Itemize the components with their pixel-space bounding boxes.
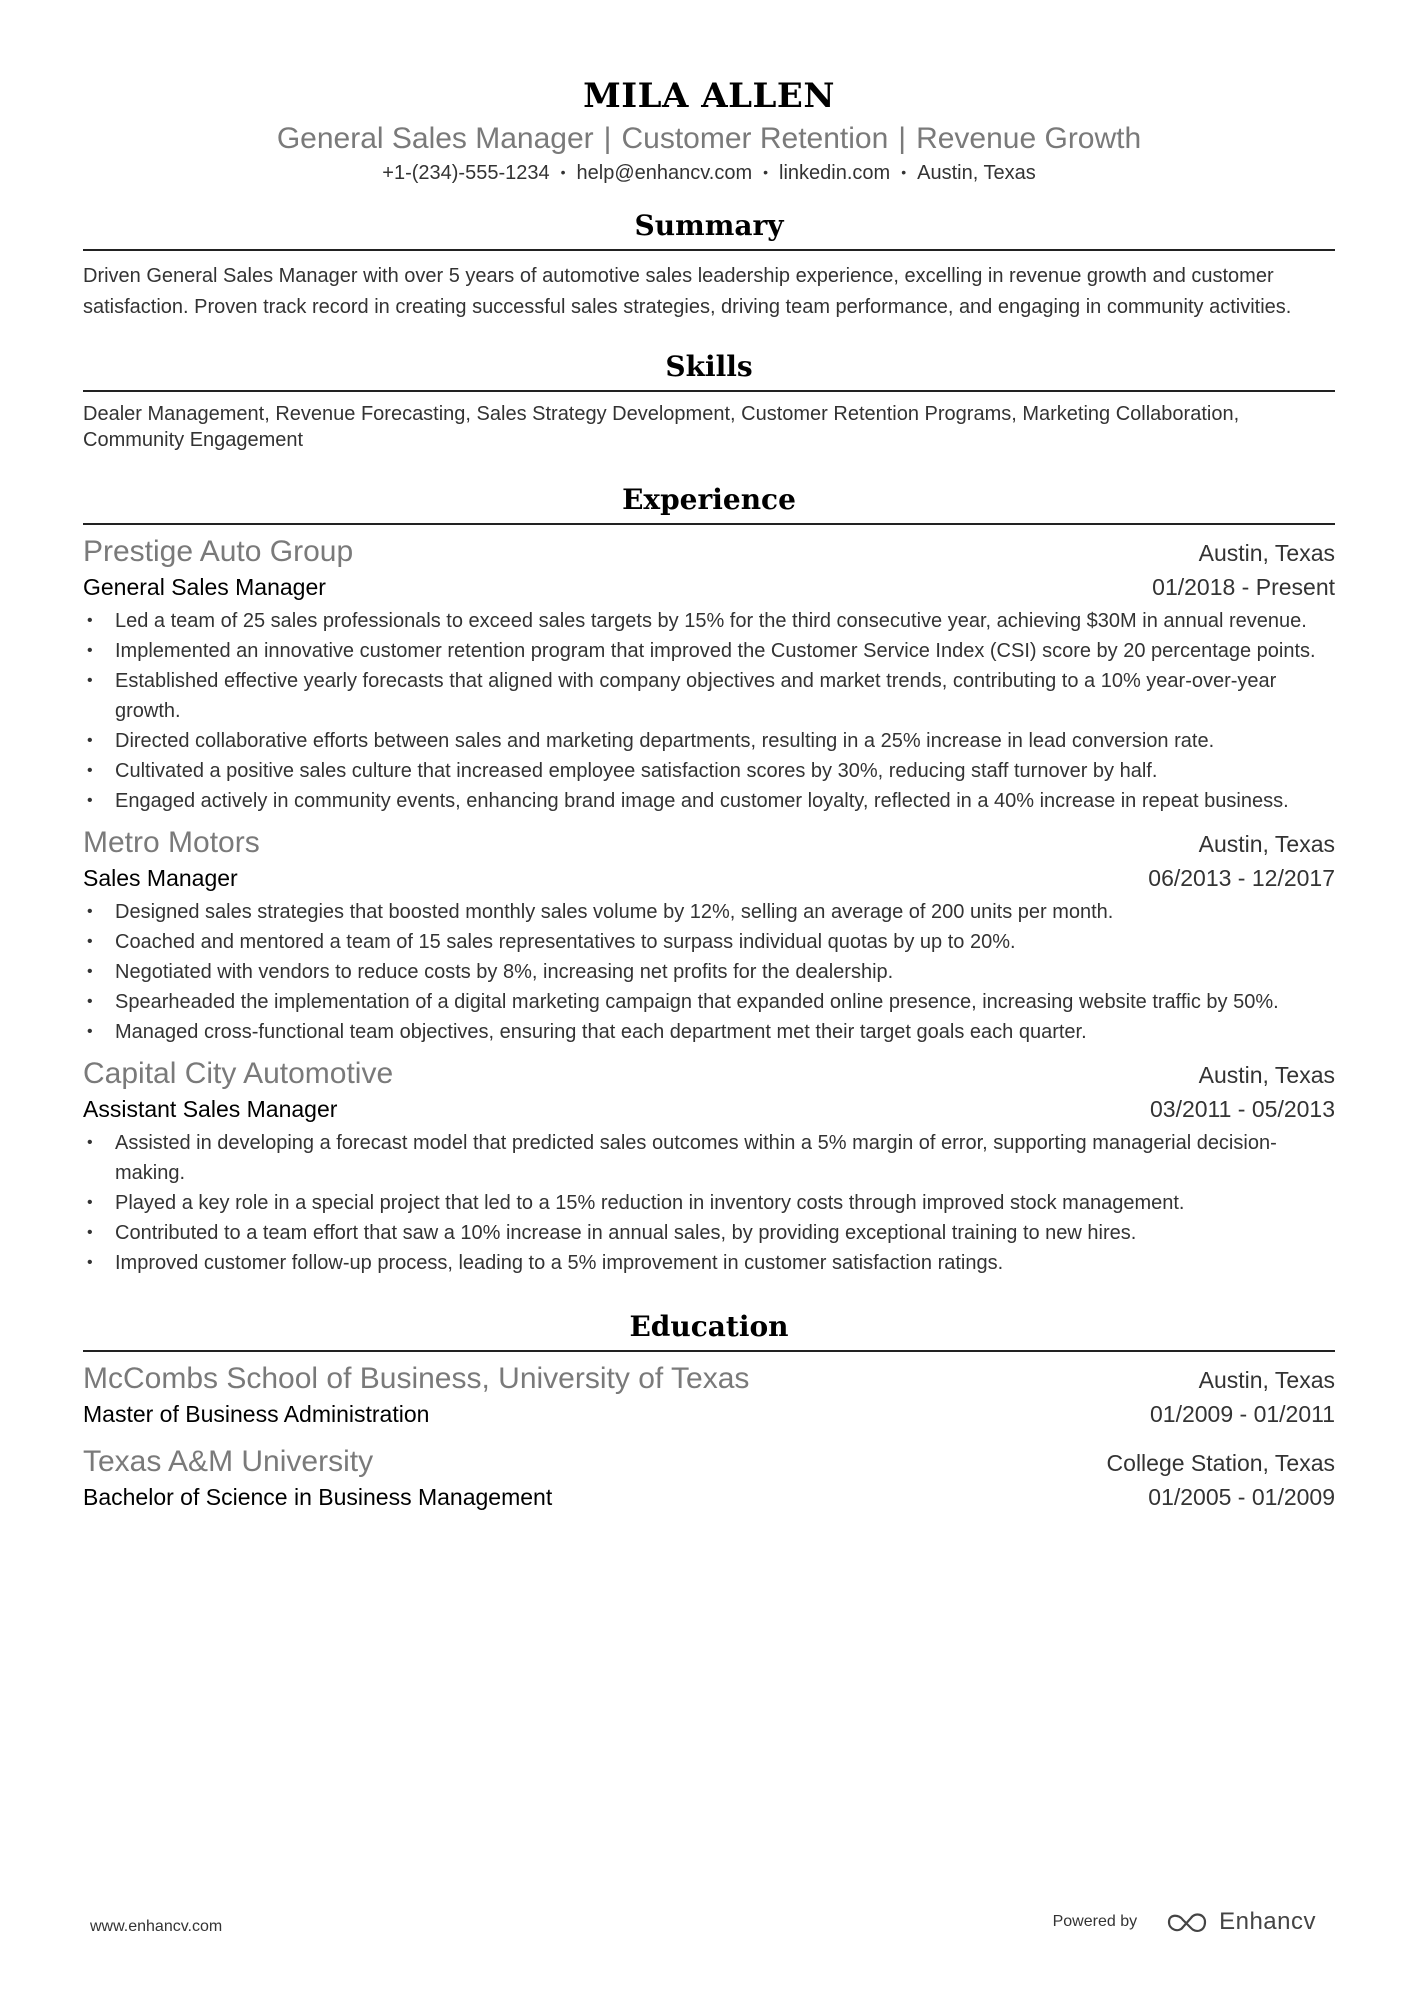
contact-separator: • — [763, 164, 769, 180]
bullet-item: • Established effective yearly forecasts that aligned with company objectives and market trends, contributing to a 10% year-over-year growth. — [83, 666, 1335, 726]
summary-section — [83, 207, 1335, 322]
company-name: Capital City Automotive — [83, 1057, 394, 1090]
job-location: Austin, Texas — [1198, 1062, 1335, 1088]
bullet-item: • Designed sales strategies that boosted monthly sales volume by 12%, selling an average of 200 units per month. — [83, 897, 1335, 927]
job-location: Austin, Texas — [1198, 831, 1335, 857]
candidate-name: MILA ALLEN — [583, 76, 835, 116]
bullet-item: • Managed cross-functional team objectives, ensuring that each department met their target goals each quarter. — [83, 1017, 1335, 1047]
job-bullets — [83, 1128, 1335, 1278]
email[interactable]: help@enhancv.com — [576, 162, 753, 184]
phone[interactable]: +1-(234)-555-1234 — [382, 162, 550, 184]
job-dates: 03/2011 - 05/2013 — [1149, 1096, 1335, 1122]
degree: Bachelor of Science in Business Management — [83, 1484, 553, 1510]
job-entry — [83, 824, 1335, 1047]
education-entry — [83, 1443, 1335, 1514]
school-location: College Station, Texas — [1106, 1450, 1335, 1476]
job-entry — [83, 1055, 1335, 1278]
powered-by-label: Powered by — [1052, 1913, 1138, 1930]
footer-website[interactable]: www.enhancv.com — [90, 1918, 223, 1935]
job-title: General Sales Manager — [83, 574, 326, 600]
bullet-item: • Directed collaborative efforts between sales and marketing departments, resulting in a 25% increase in lead conversion rate. — [83, 726, 1335, 756]
education-section — [83, 1308, 1335, 1514]
job-bullets — [83, 606, 1335, 816]
headline-item: Customer Retention — [621, 122, 889, 155]
school-name: Texas A&M University — [83, 1445, 374, 1478]
bullet-item: • Improved customer follow-up process, leading to a 5% improvement in customer satisfaction ratings. — [83, 1248, 1335, 1278]
job-bullets — [83, 897, 1335, 1047]
brand-name[interactable]: Enhancv — [1219, 1908, 1316, 1935]
headline-item: General Sales Manager — [276, 122, 594, 155]
linkedin-link[interactable]: linkedin.com — [779, 162, 891, 184]
skills-section — [83, 348, 1335, 453]
headline-separator: | — [898, 122, 907, 155]
job-title: Assistant Sales Manager — [83, 1096, 338, 1122]
resume-page — [83, 74, 1335, 1514]
headline-item: Revenue Growth — [916, 122, 1142, 155]
contact-separator: • — [901, 164, 907, 180]
section-title: Education — [83, 1308, 1335, 1352]
bullet-item: • Cultivated a positive sales culture that increased employee satisfaction scores by 30%, reducing staff turnover by half. — [83, 756, 1335, 786]
section-title: Skills — [83, 348, 1335, 392]
contact-separator: • — [560, 164, 566, 180]
summary-text: Driven General Sales Manager with over 5 years of automotive sales leadership experience, excelling in revenue growth and customer satisfaction. Proven track record in creating successful sales strategies, driving team performance, and engaging in community activities. — [83, 265, 1292, 318]
education-dates: 01/2005 - 01/2009 — [1148, 1484, 1335, 1510]
school-location: Austin, Texas — [1198, 1367, 1335, 1393]
company-name: Metro Motors — [83, 826, 260, 859]
bullet-item: • Coached and mentored a team of 15 sales representatives to surpass individual quotas by up to 20%. — [83, 927, 1335, 957]
bullet-item: • Engaged actively in community events, enhancing brand image and customer loyalty, reflected in a 40% increase in repeat business. — [83, 786, 1335, 816]
bullet-item: • Contributed to a team effort that saw a 10% increase in annual sales, by providing exceptional training to new hires. — [83, 1218, 1335, 1248]
enhancv-logo-icon — [1165, 1908, 1211, 1936]
contact-line — [83, 158, 1335, 187]
bullet-item: • Spearheaded the implementation of a digital marketing campaign that expanded online presence, increasing website traffic by 50%. — [83, 987, 1335, 1017]
bullet-item: • Played a key role in a special project that led to a 15% reduction in inventory costs through improved stock management. — [83, 1188, 1335, 1218]
degree: Master of Business Administration — [83, 1401, 430, 1427]
job-entry — [83, 533, 1335, 816]
section-title: Summary — [83, 207, 1335, 251]
bullet-item: • Led a team of 25 sales professionals to exceed sales targets by 15% for the third consecutive year, achieving $30M in annual revenue. — [83, 606, 1335, 636]
resume-header — [83, 74, 1335, 187]
skills-text: Dealer Management, Revenue Forecasting, Sales Strategy Development, Customer Retention Programs, Marketing Collaboration, Community Engagement — [83, 403, 1240, 451]
job-title: Sales Manager — [83, 865, 238, 891]
job-location: Austin, Texas — [1198, 540, 1335, 566]
education-entry — [83, 1360, 1335, 1431]
job-dates: 06/2013 - 12/2017 — [1148, 865, 1335, 891]
school-name: McCombs School of Business, University of Texas — [83, 1362, 750, 1395]
section-title: Experience — [83, 481, 1335, 525]
job-dates: 01/2018 - Present — [1152, 574, 1335, 600]
headline-separator: | — [603, 122, 612, 155]
education-dates: 01/2009 - 01/2011 — [1149, 1401, 1335, 1427]
footer-branding — [1053, 1908, 1316, 1936]
bullet-item: • Implemented an innovative customer retention program that improved the Customer Service Index (CSI) score by 20 percentage points. — [83, 636, 1335, 666]
company-name: Prestige Auto Group — [83, 535, 354, 568]
bullet-item: • Assisted in developing a forecast model that predicted sales outcomes within a 5% margin of error, supporting managerial decision-making. — [83, 1128, 1335, 1188]
experience-section — [83, 481, 1335, 1278]
location: Austin, Texas — [917, 162, 1036, 184]
headline — [83, 120, 1335, 158]
bullet-item: • Negotiated with vendors to reduce costs by 8%, increasing net profits for the dealership. — [83, 957, 1335, 987]
